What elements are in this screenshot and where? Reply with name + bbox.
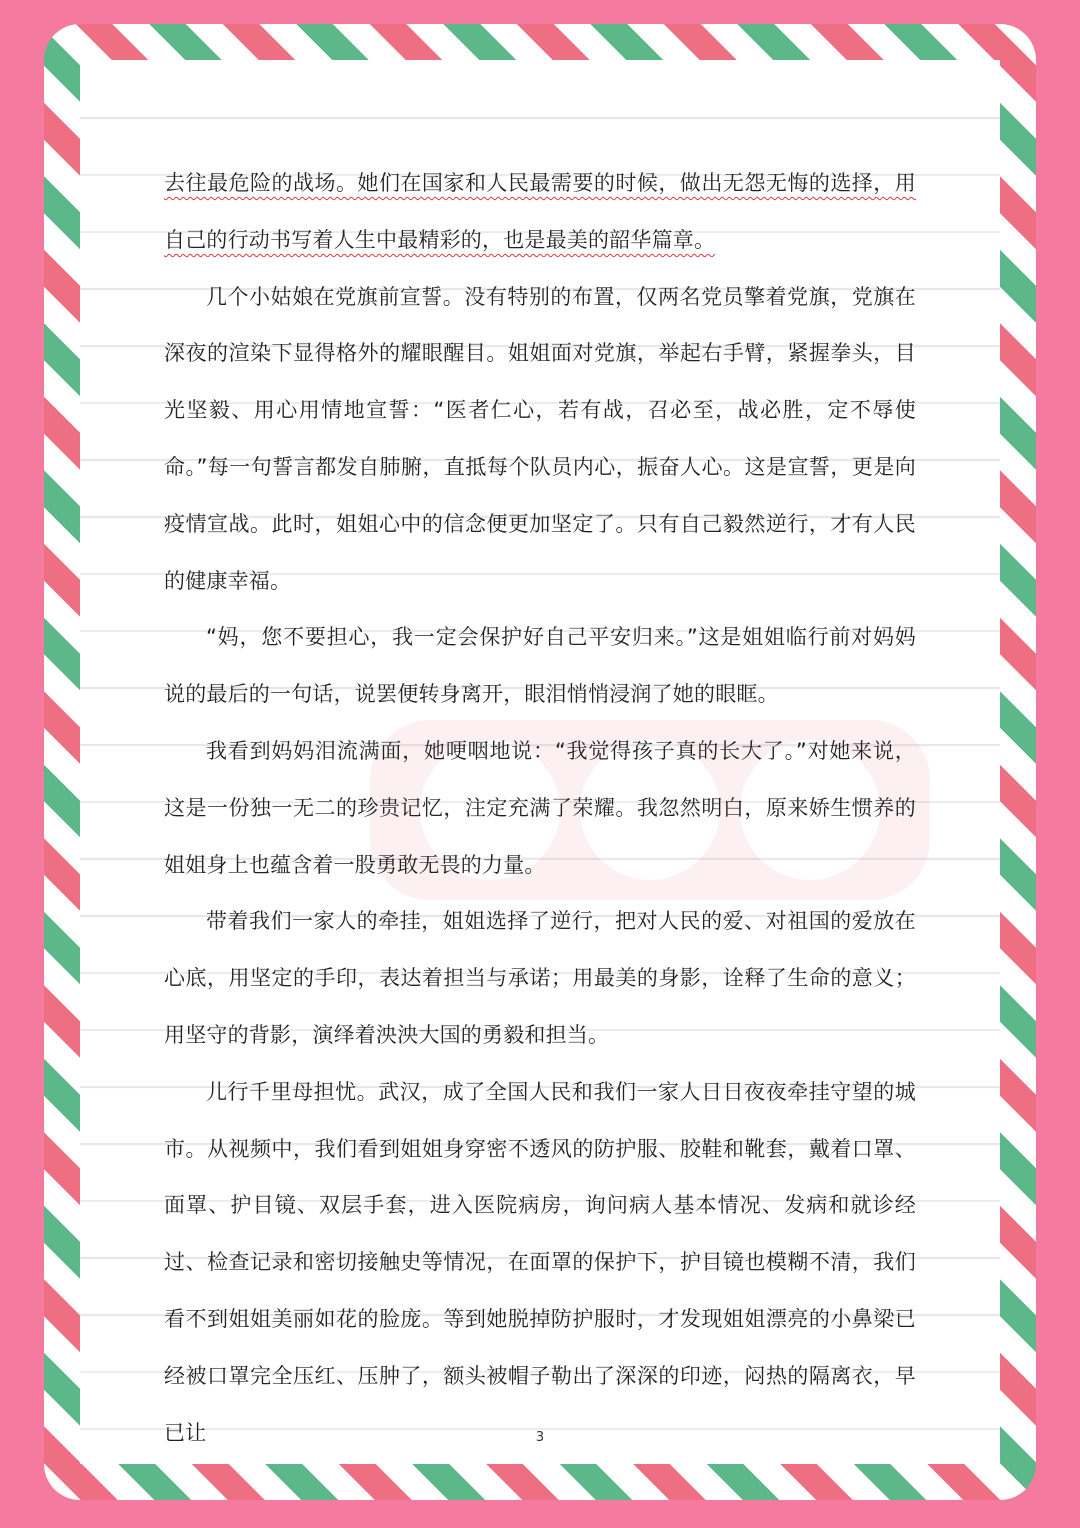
airmail-border bbox=[44, 24, 1036, 1500]
paragraph bbox=[164, 893, 916, 1063]
page-number: 3 bbox=[535, 1430, 545, 1445]
paragraph bbox=[164, 269, 916, 610]
paragraph bbox=[164, 155, 916, 269]
underlined-text: 去往最危险的战场。她们在国家和人民最需要的时候，做出无怨无悔的选择，用自己的行动书写着人生中最精彩的，也是最美的韶华篇章。 bbox=[164, 171, 916, 252]
paragraph-text: “妈，您不要担心，我一定会保护好自己平安归来。”这是姐姐临行前对妈妈说的最后的一句话，说罢便转身离开，眼泪悄悄浸润了她的眼眶。 bbox=[164, 625, 916, 707]
article-body bbox=[164, 155, 916, 1461]
paragraph bbox=[164, 723, 916, 893]
lined-paper bbox=[80, 60, 1000, 1464]
paragraph-text: 我看到妈妈泪流满面，她哽咽地说：“我觉得孩子真的长大了。”对她来说，这是一份独一无二的珍贵记忆，注定充满了荣耀。我忽然明白，原来娇生惯养的姐姐身上也蕴含着一股勇敢无畏的力量。 bbox=[164, 738, 916, 877]
paragraph-text: 带着我们一家人的牵挂，姐姐选择了逆行，把对人民的爱、对祖国的爱放在心底，用坚定的手印，表达着担当与承诺；用最美的身影，诠释了生命的意义；用坚守的背影，演绎着泱泱大国的勇毅和担当。 bbox=[164, 909, 916, 1047]
paragraph-text: 儿行千里母担忧。武汉，成了全国人民和我们一家人日日夜夜牵挂守望的城市。从视频中，我们看到姐姐身穿密不透风的防护服、胶鞋和靴套，戴着口罩、面罩、护目镜、双层手套，进入医院病房，询问病人基本情况、发病和就诊经过、检查记录和密切接触史等情况，在面罩的保护下，护目镜也模糊不清，我们看不到姐姐美丽如花的脸庞。等到她脱掉防护服时，才发现姐姐漂亮的小鼻梁已经被口罩完全压红、压肿了，额头被帽子勒出了深深的印迹，闷热的隔离衣，早已让 bbox=[164, 1079, 916, 1445]
paragraph-text: 几个小姑娘在党旗前宣誓。没有特别的布置，仅两名党员擎着党旗，党旗在深夜的渲染下显得格外的耀眼醒目。姐姐面对党旗，举起右手臂，紧握拳头，目光坚毅、用心用情地宣誓：“医者仁心，若有战，召必至，战必胜，定不辱使命。”每一句誓言都发自肺腑，直抵每个队员内心，振奋人心。这是宣誓，更是向疫情宣战。此时，姐姐心中的信念便更加坚定了。只有自己毅然逆行，才有人民的健康幸福。 bbox=[164, 284, 916, 593]
paragraph bbox=[164, 1064, 916, 1462]
paragraph bbox=[164, 609, 916, 723]
